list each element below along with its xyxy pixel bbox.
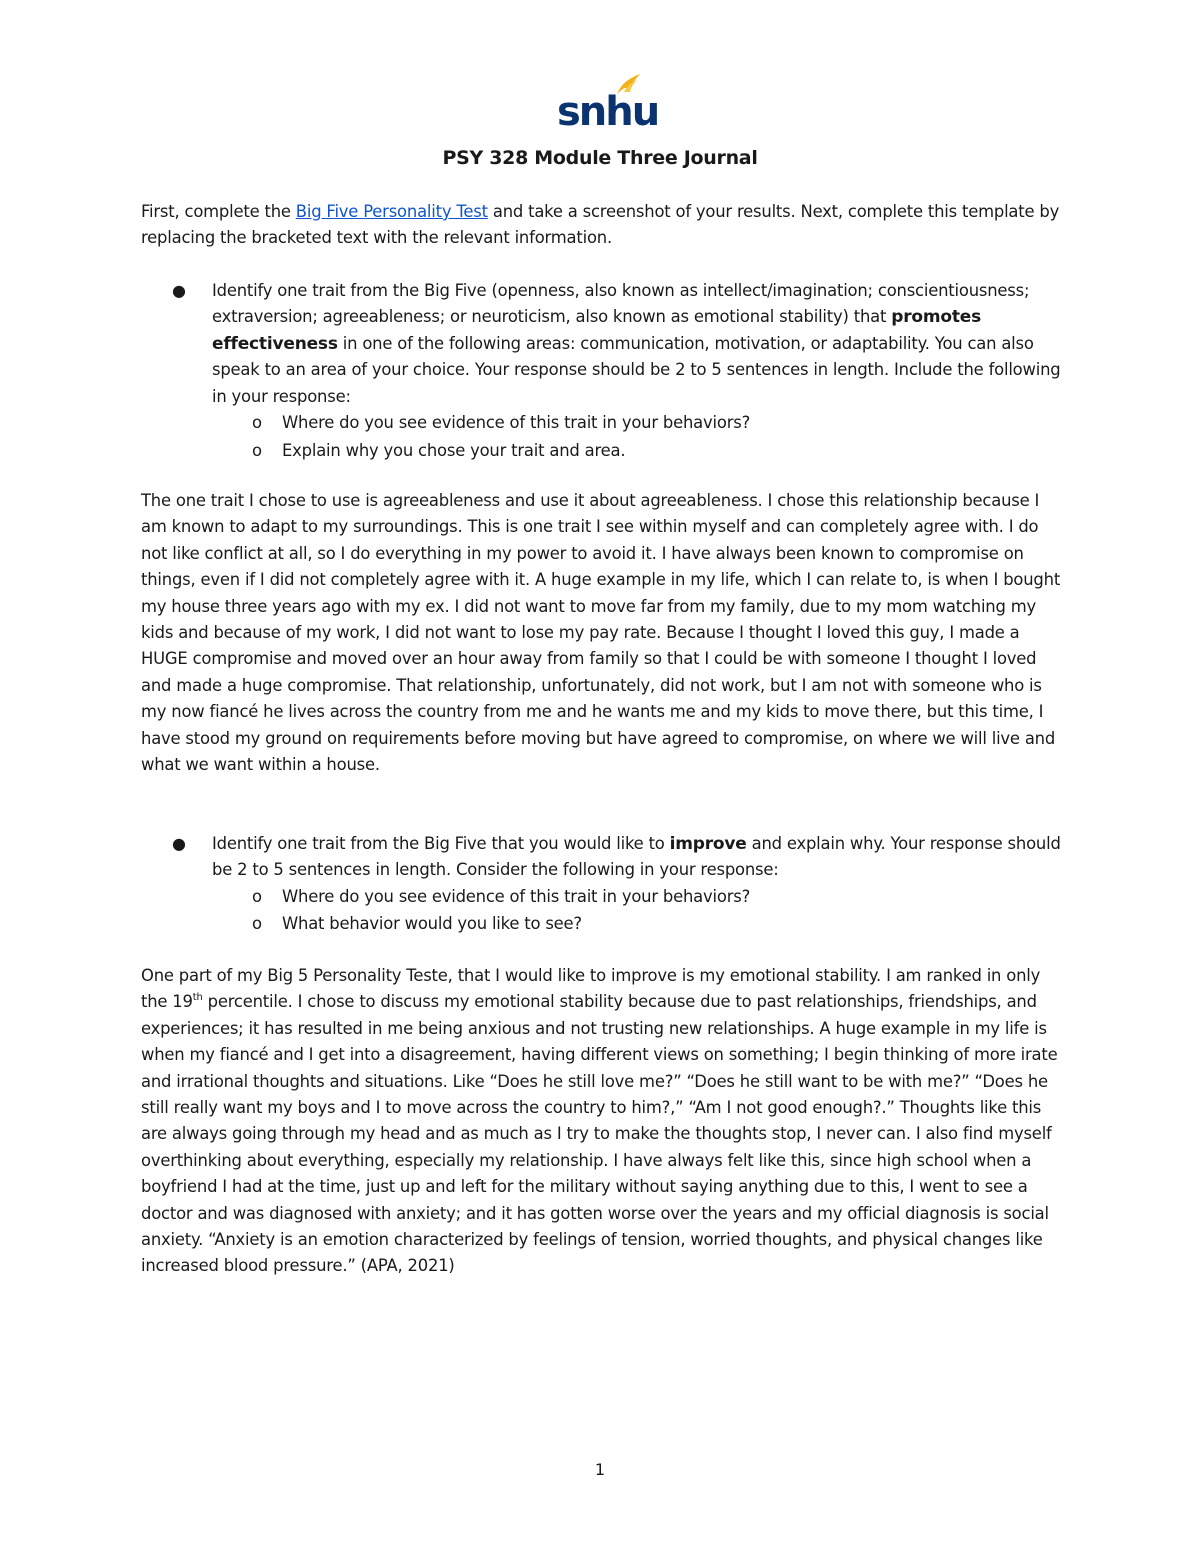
prompt-2-emphasis: improve — [669, 834, 747, 854]
answer-2-text-start: One part of my Big 5 Personality Teste, that I would like to improve is my emotional stability. I am ranked in only the 19 — [141, 966, 1041, 1012]
prompt-2-end: and explain why. Your response should be 2 to 5 sentences in length. Consider the following in your response: — [212, 834, 1061, 880]
prompt-bullet-1 — [172, 278, 1062, 468]
logo-wordmark: snhu — [557, 89, 659, 135]
prompt-1-start: Identify one trait from the Big Five (openness, also known as intellect/imagination; conscientiousness; extraversion; agreeableness; or neuroticism, also known as emotional stability) that — [212, 281, 1030, 327]
intro-paragraph — [141, 199, 1061, 252]
sub-bullet-marker: o — [252, 887, 262, 906]
ordinal-superscript: th — [192, 992, 203, 1004]
answer-2-text-end: percentile. I chose to discuss my emotional stability because due to past relationships, friendships, and experiences; it has resulted in me being anxious and not trusting new relationships. A huge example in my life is when my fiancé and I get into a disagreement, having different views on something; I begin thinking of more irate and irrational thoughts and situations. Like “Does he still love me?” “Does he still want to be with me?” “Does he still really want my boys and I to move across the country to him?,” “Am I not good enough?.” Thoughts like this are always going through my head and as much as I try to make the thoughts stop, I never can. I also find myself overthinking about everything, especially my relationship. I have always felt like this, since high school when a boyfriend I had at the time, just up and left for the military without saying anything due to this, I went to see a doctor and was diagnosed with anxiety; and it has gotten worse over the years and my official diagnosis is social anxiety. “Anxiety is an emotion characterized by feelings of tension, worried thoughts, and physical changes like increased blood pressure.” (APA, 2021) — [141, 992, 1058, 1276]
answer-1-paragraph — [141, 488, 1061, 778]
intro-text-start: First, complete the — [141, 202, 296, 221]
snhu-logo — [553, 72, 659, 136]
page-title: PSY 328 Module Three Journal — [442, 147, 758, 169]
prompt-2-start: Identify one trait from the Big Five that you would like to — [212, 834, 670, 853]
sub-bullet-text: Where do you see evidence of this trait in your behaviors? — [282, 887, 751, 906]
answer-2-paragraph — [141, 963, 1061, 1280]
sub-bullet-text: Where do you see evidence of this trait in your behaviors? — [282, 413, 751, 432]
prompt-1-text — [212, 278, 1062, 410]
answer-1-text: The one trait I chose to use is agreeableness and use it about agreeableness. I chose this relationship because I am known to adapt to my surroundings. This is one trait I see within myself and can completely agree with. I do not like conflict at all, so I do everything in my power to avoid it. I have always been known to compromise on things, even if I did not completely agree with it. A huge example in my life, which I can relate to, is when I bought my house three years ago with my ex. I did not want to move far from my family, due to my mom watching my kids and because of my work, I did not want to lose my pay rate. Because I thought I loved this guy, I made a HUGE compromise and moved over an hour away from family so that I could be with someone I thought I loved and made a huge compromise. That relationship, unfortunately, did not work, but I am not with someone who is my now fiancé he lives across the country from me and he wants me and my kids to move there, but this time, I have stood my ground on requirements before moving but have agreed to compromise, on where we will live and what we want within a house. — [141, 491, 1061, 775]
sub-bullet-text: What behavior would you like to see? — [282, 914, 582, 933]
bullet-icon: ● — [172, 281, 186, 300]
prompt-bullet-2 — [172, 831, 1062, 941]
prompt-1-emphasis: promotes effectiveness — [212, 307, 982, 354]
sub-bullet-text: Explain why you chose your trait and area. — [282, 441, 626, 460]
page-number: 1 — [594, 1460, 606, 1479]
intro-text-end: and take a screenshot of your results. Next, complete this template by replacing the bracketed text with the relevant information. — [141, 202, 1060, 248]
prompt-2-text — [212, 831, 1062, 884]
prompt-1-end: in one of the following areas: communication, motivation, or adaptability. You can also speak to an area of your choice. Your response should be 2 to 5 sentences in length. Include the following in your response: — [212, 333, 1061, 406]
sub-bullet-marker: o — [252, 914, 262, 933]
personality-test-link[interactable]: Big Five Personality Test — [295, 202, 488, 221]
sub-bullet-marker: o — [252, 413, 262, 432]
bullet-icon: ● — [172, 834, 186, 853]
sub-bullet-marker: o — [252, 441, 262, 460]
